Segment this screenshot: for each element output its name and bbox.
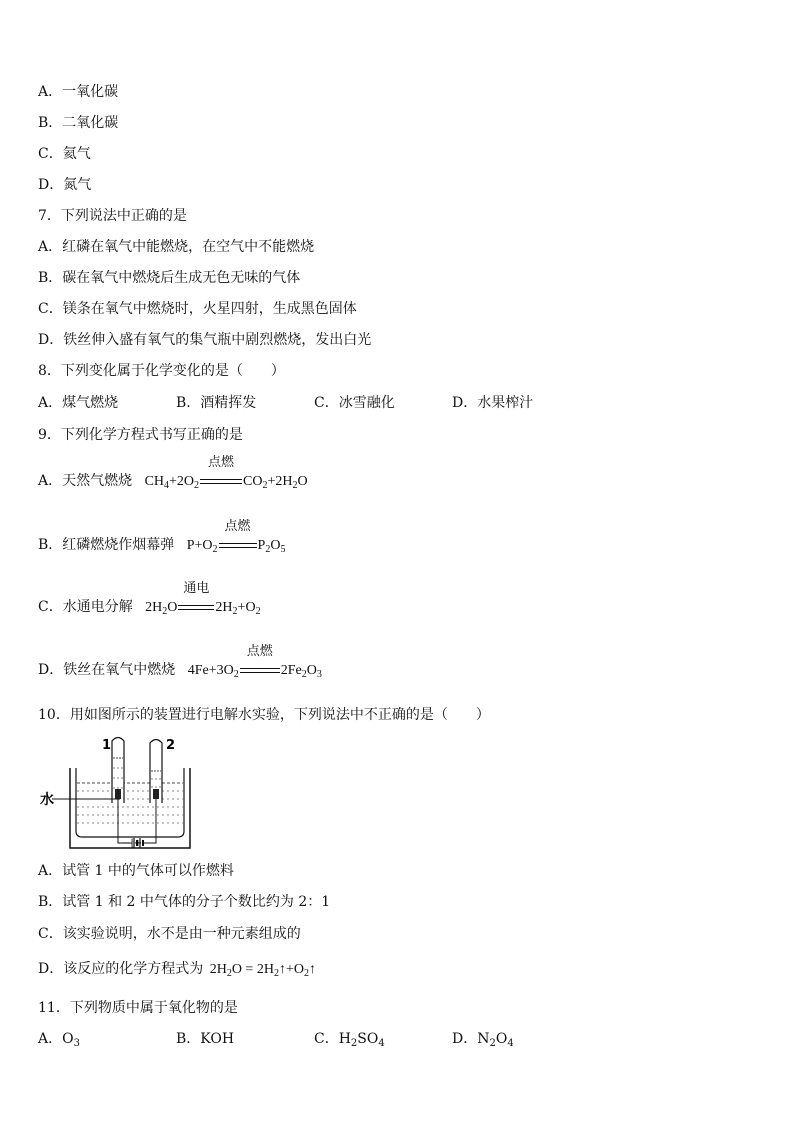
electrolysis-apparatus-figure xyxy=(40,733,200,853)
q8-option-b: B．酒精挥发 xyxy=(176,395,257,411)
q11-stem: 11．下列物质中属于氧化物的是 xyxy=(38,1000,238,1016)
q9-b-reaction-arrow xyxy=(219,519,257,555)
q9-option-c-equation: $2H_2O$ 通电 $2H_2+O_2$ xyxy=(145,581,261,617)
q9-option-a-equation: $CH_4+2O_2$ 点燃 $CO_2+2H_2O$ xyxy=(144,455,308,491)
q7-stem: 7．下列说法中正确的是 xyxy=(38,208,187,224)
q9-c-condition: 通电 xyxy=(183,581,210,596)
q7-option-d: D．铁丝伸入盛有氧气的集气瓶中剧烈燃烧，发出白光 xyxy=(38,332,372,348)
q6-option-c: C．氦气 xyxy=(38,146,91,162)
q9-d-reaction-arrow xyxy=(240,644,280,680)
q10-option-a: A．试管 1 中的气体可以作燃料 xyxy=(38,863,234,879)
q10-option-d-label: D．该反应的化学方程式为 xyxy=(38,961,204,977)
q7-option-b: B．碳在氧气中燃烧后生成无色无味的气体 xyxy=(38,270,301,286)
q9-b-condition: 点燃 xyxy=(224,519,251,534)
q9-option-a xyxy=(38,455,308,491)
tube-1-label: 1 xyxy=(102,738,112,753)
q9-c-reaction-arrow xyxy=(178,581,214,617)
q9-a-condition: 点燃 xyxy=(208,455,235,470)
q11-option-d-text: D．N xyxy=(452,1031,490,1047)
q7-option-c: C．镁条在氧气中燃烧时，火星四射，生成黑色固体 xyxy=(38,301,357,317)
q8-option-a: A．煤气燃烧 xyxy=(38,395,119,411)
q7-option-a: A．红磷在氧气中能燃烧，在空气中不能燃烧 xyxy=(38,239,315,255)
q9-option-a-label: A．天然气燃烧 xyxy=(38,473,133,489)
q9-option-d xyxy=(38,644,322,680)
q6-option-d: D．氮气 xyxy=(38,177,92,193)
q8-option-d: D．水果榨汁 xyxy=(452,395,534,411)
q10-option-b: B．试管 1 和 2 中气体的分子个数比约为 2：1 xyxy=(38,894,331,910)
q6-option-a: A．一氧化碳 xyxy=(38,84,119,100)
q10-option-d xyxy=(38,960,316,979)
q9-option-d-label: D．铁丝在氧气中燃烧 xyxy=(38,662,176,678)
q9-option-c-label: C．水通电分解 xyxy=(38,599,133,615)
tube-2-label: 2 xyxy=(166,738,176,753)
q11-option-a-text: A．O xyxy=(38,1031,74,1047)
q8-option-c: C．冰雪融化 xyxy=(314,395,395,411)
water-label: 水 xyxy=(40,792,54,808)
q9-a-reaction-arrow xyxy=(200,455,242,491)
q8-stem: 8．下列变化属于化学变化的是（ ） xyxy=(38,363,285,379)
battery-terminals: −|+ xyxy=(122,838,143,849)
q9-option-c xyxy=(38,581,261,617)
q6-option-b: B．二氧化碳 xyxy=(38,115,119,131)
q10-stem: 10．用如图所示的装置进行电解水实验，下列说法中不正确的是（ ） xyxy=(38,707,490,723)
q11-option-b: B．KOH xyxy=(176,1031,235,1047)
q10-option-c: C．该实验说明，水不是由一种元素组成的 xyxy=(38,926,301,942)
q9-option-b-equation: $P+O_2$ 点燃 $P_2O_5$ xyxy=(186,519,286,555)
q10-option-d-equation: $2H_2O$ = $2H_2↑+O_2↑$ xyxy=(209,962,316,979)
q9-d-condition: 点燃 xyxy=(246,644,273,659)
q11-option-a: A．$O_3$ xyxy=(38,1031,80,1049)
q9-option-d-equation: $4Fe+3O_2$ 点燃 $2Fe_2O_3$ xyxy=(187,644,322,680)
q11-option-c: C．$H_2SO_4$ xyxy=(314,1031,385,1049)
q9-option-b xyxy=(38,519,286,555)
q11-option-c-text: C．H xyxy=(314,1031,351,1047)
q9-stem: 9．下列化学方程式书写正确的是 xyxy=(38,427,243,443)
q11-option-d: D．$N_2O_4$ xyxy=(452,1031,514,1049)
q9-option-b-label: B．红磷燃烧作烟幕弹 xyxy=(38,537,175,553)
